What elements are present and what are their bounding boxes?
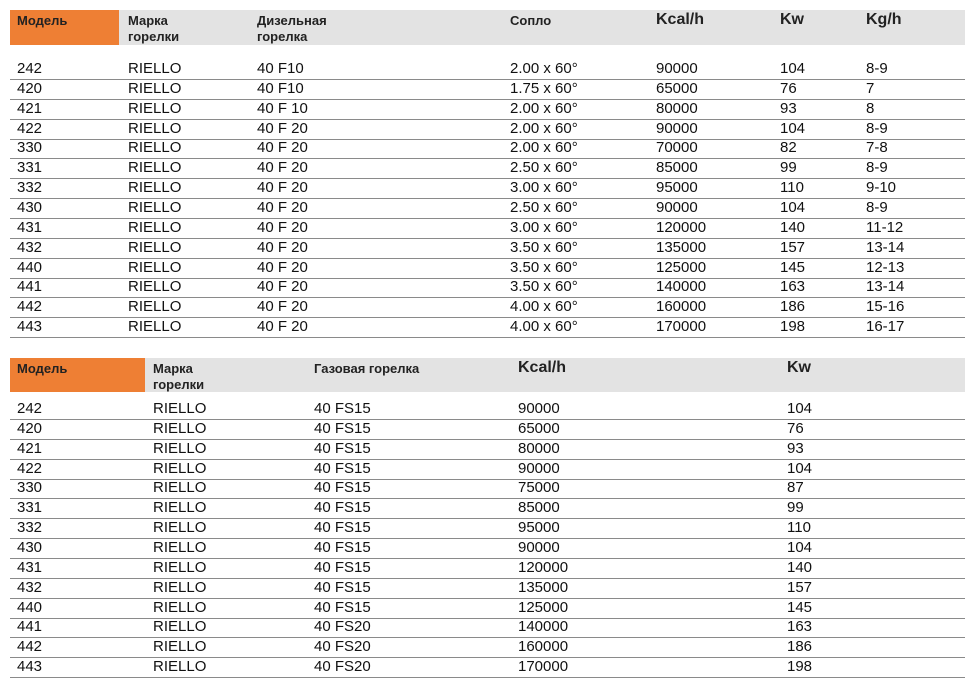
kw-cell: 104 — [787, 459, 813, 477]
kcal-cell: 85000 — [518, 499, 560, 517]
kcal-cell: 140000 — [656, 278, 707, 296]
kw-cell: 145 — [787, 598, 813, 616]
nozzle-cell: 2.00 x 60° — [510, 99, 578, 117]
kw-cell: 140 — [780, 218, 806, 236]
kcal-cell: 120000 — [656, 218, 707, 236]
model-cell: 242 — [17, 60, 43, 77]
brand-cell: RIELLO — [128, 198, 182, 216]
burner-cell: 40 FS15 — [314, 459, 371, 477]
brand-cell: RIELLO — [153, 638, 207, 656]
burner-cell: 40 FS15 — [314, 419, 371, 437]
brand-cell: RIELLO — [128, 278, 182, 296]
kw-cell: 104 — [780, 119, 806, 137]
table-row — [10, 119, 965, 140]
brand-cell: RIELLO — [128, 139, 182, 157]
kw-cell: 93 — [787, 439, 804, 457]
brand-cell: RIELLO — [128, 318, 182, 336]
brand-cell: RIELLO — [153, 400, 207, 417]
burner-cell: 40 FS15 — [314, 439, 371, 457]
kw-cell: 110 — [780, 179, 804, 197]
brand-header: Марка горелки — [128, 13, 180, 44]
kw-header: Kw — [780, 11, 804, 28]
brand-cell: RIELLO — [153, 459, 207, 477]
nozzle-cell: 2.00 x 60° — [510, 60, 578, 77]
burner-cell: 40 FS15 — [314, 558, 371, 576]
model-cell: 431 — [17, 218, 43, 236]
burner-cell: 40 F 20 — [257, 139, 308, 157]
kw-cell: 140 — [787, 558, 813, 576]
kcal-cell: 125000 — [518, 598, 569, 616]
model-cell: 440 — [17, 598, 43, 616]
kg-cell: 15-16 — [866, 298, 905, 316]
burner-cell: 40 FS15 — [314, 519, 371, 537]
kcal-cell: 95000 — [518, 519, 560, 537]
brand-cell: RIELLO — [153, 578, 207, 596]
kg-cell: 9-10 — [866, 179, 897, 197]
table-row — [10, 518, 965, 539]
kg-header: Kg/h — [866, 11, 902, 28]
brand-cell: RIELLO — [153, 618, 207, 636]
burner-cell: 40 F 20 — [257, 119, 308, 137]
table-row — [10, 459, 965, 480]
nozzle-cell: 4.00 x 60° — [510, 298, 578, 316]
kcal-cell: 80000 — [518, 439, 560, 457]
burner-cell: 40 FS15 — [314, 479, 371, 497]
kcal-cell: 90000 — [656, 60, 698, 77]
kw-cell: 104 — [780, 60, 806, 77]
brand-cell: RIELLO — [153, 519, 207, 537]
model-cell: 242 — [17, 400, 43, 417]
kcal-header: Kcal/h — [656, 11, 705, 28]
brand-cell: RIELLO — [153, 499, 207, 517]
brand-cell: RIELLO — [128, 238, 182, 256]
nozzle-header: Сопло — [510, 13, 552, 28]
model-cell: 422 — [17, 459, 43, 477]
model-cell: 432 — [17, 238, 43, 256]
nozzle-cell: 2.00 x 60° — [510, 119, 578, 137]
burner-cell: 40 FS15 — [314, 499, 371, 517]
kw-cell: 104 — [787, 538, 813, 556]
kg-cell: 13-14 — [866, 278, 905, 296]
burner-cell: 40 FS20 — [314, 658, 371, 676]
kcal-cell: 90000 — [518, 538, 560, 556]
table-row — [10, 478, 965, 499]
kw-header: Kw — [787, 359, 811, 376]
burner-cell: 40 F10 — [257, 60, 304, 77]
burner-cell: 40 F 20 — [257, 278, 308, 296]
table-row — [10, 657, 965, 678]
burner-header: Дизельная горелка — [257, 13, 327, 44]
kw-cell: 93 — [780, 99, 797, 117]
model-cell: 422 — [17, 119, 43, 137]
model-cell: 330 — [17, 139, 43, 157]
model-cell: 420 — [17, 419, 43, 437]
nozzle-cell: 3.50 x 60° — [510, 258, 578, 276]
kw-cell: 99 — [780, 159, 797, 177]
burner-cell: 40 F 20 — [257, 159, 308, 177]
model-header: Модель — [17, 13, 68, 28]
brand-cell: RIELLO — [128, 258, 182, 276]
table-row — [10, 578, 965, 599]
kcal-cell: 160000 — [656, 298, 707, 316]
model-cell: 431 — [17, 558, 43, 576]
kg-cell: 16-17 — [866, 318, 905, 336]
table-row — [10, 637, 965, 658]
model-cell: 441 — [17, 618, 43, 636]
nozzle-cell: 3.50 x 60° — [510, 238, 578, 256]
kw-cell: 145 — [780, 258, 806, 276]
kcal-cell: 170000 — [518, 658, 569, 676]
burner-cell: 40 F10 — [257, 79, 304, 97]
nozzle-cell: 3.00 x 60° — [510, 179, 578, 197]
nozzle-cell: 2.50 x 60° — [510, 198, 578, 216]
kw-cell: 99 — [787, 499, 804, 517]
table-row — [10, 558, 965, 579]
table-header — [10, 10, 965, 45]
table-row — [10, 138, 965, 159]
kg-cell: 8-9 — [866, 119, 888, 137]
burner-cell: 40 FS15 — [314, 578, 371, 596]
table-row — [10, 178, 965, 199]
brand-cell: RIELLO — [153, 658, 207, 676]
brand-cell: RIELLO — [153, 479, 207, 497]
table-row — [10, 99, 965, 120]
nozzle-cell: 3.50 x 60° — [510, 278, 578, 296]
model-cell: 331 — [17, 159, 43, 177]
brand-cell: RIELLO — [128, 60, 182, 77]
burner-cell: 40 F 20 — [257, 218, 308, 236]
nozzle-cell: 1.75 x 60° — [510, 79, 578, 97]
burner-cell: 40 F 20 — [257, 318, 308, 336]
kcal-cell: 90000 — [656, 198, 698, 216]
kg-cell: 11-12 — [866, 218, 904, 236]
kcal-cell: 80000 — [656, 99, 698, 117]
kcal-cell: 120000 — [518, 558, 569, 576]
brand-cell: RIELLO — [128, 159, 182, 177]
model-cell: 440 — [17, 258, 43, 276]
model-cell: 420 — [17, 79, 43, 97]
model-cell: 332 — [17, 179, 43, 197]
kcal-cell: 70000 — [656, 139, 698, 157]
model-cell: 332 — [17, 519, 43, 537]
burner-cell: 40 FS20 — [314, 618, 371, 636]
kcal-cell: 65000 — [518, 419, 560, 437]
burner-cell: 40 F 20 — [257, 179, 308, 197]
kw-cell: 157 — [780, 238, 806, 256]
kcal-cell: 125000 — [656, 258, 707, 276]
table-row — [10, 317, 965, 338]
table-row — [10, 158, 965, 179]
table-row — [10, 258, 965, 279]
kcal-cell: 170000 — [656, 318, 707, 336]
kg-cell: 7 — [866, 79, 875, 97]
burner-cell: 40 F 10 — [257, 99, 308, 117]
model-header: Модель — [17, 361, 68, 376]
burner-header: Газовая горелка — [314, 361, 420, 376]
kcal-cell: 140000 — [518, 618, 569, 636]
nozzle-cell: 4.00 x 60° — [510, 318, 578, 336]
kw-cell: 186 — [780, 298, 806, 316]
brand-cell: RIELLO — [153, 598, 207, 616]
nozzle-cell: 3.00 x 60° — [510, 218, 578, 236]
kcal-header: Kcal/h — [518, 359, 567, 376]
brand-cell: RIELLO — [153, 558, 207, 576]
burner-cell: 40 F 20 — [257, 198, 308, 216]
brand-cell: RIELLO — [128, 119, 182, 137]
kg-cell: 7-8 — [866, 139, 888, 157]
model-header-cell — [10, 10, 119, 45]
burner-cell: 40 FS15 — [314, 598, 371, 616]
table-row — [10, 79, 965, 100]
kg-cell: 8 — [866, 99, 875, 117]
kcal-cell: 135000 — [656, 238, 707, 256]
kg-cell: 13-14 — [866, 238, 905, 256]
model-cell: 430 — [17, 538, 43, 556]
model-cell: 421 — [17, 99, 43, 117]
brand-cell: RIELLO — [128, 99, 182, 117]
kw-cell: 104 — [787, 400, 813, 417]
kw-cell: 76 — [780, 79, 797, 97]
table-header — [10, 358, 965, 392]
kcal-cell: 65000 — [656, 79, 698, 97]
table-row — [10, 439, 965, 460]
nozzle-cell: 2.00 x 60° — [510, 139, 578, 157]
kw-cell: 163 — [780, 278, 806, 296]
table-row — [10, 538, 965, 559]
brand-cell: RIELLO — [153, 419, 207, 437]
table-row — [10, 218, 965, 239]
brand-cell: RIELLO — [128, 298, 182, 316]
kcal-cell: 95000 — [656, 179, 698, 197]
kcal-cell: 160000 — [518, 638, 569, 656]
brand-cell: RIELLO — [128, 179, 182, 197]
kw-cell: 163 — [787, 618, 813, 636]
table-row — [10, 297, 965, 318]
table-row — [10, 238, 965, 259]
kw-cell: 76 — [787, 419, 804, 437]
table-row — [10, 198, 965, 219]
brand-header: Марка горелки — [153, 361, 205, 392]
kw-cell: 198 — [780, 318, 806, 336]
burner-cell: 40 FS20 — [314, 638, 371, 656]
kw-cell: 82 — [780, 139, 797, 157]
table-row — [10, 498, 965, 519]
kg-cell: 8-9 — [866, 159, 888, 177]
kw-cell: 110 — [787, 519, 811, 537]
brand-cell: RIELLO — [153, 538, 207, 556]
nozzle-cell: 2.50 x 60° — [510, 159, 578, 177]
kcal-cell: 85000 — [656, 159, 698, 177]
brand-cell: RIELLO — [128, 79, 182, 97]
burner-cell: 40 F 20 — [257, 238, 308, 256]
kcal-cell: 90000 — [518, 459, 560, 477]
table-row — [10, 598, 965, 619]
table-row — [10, 399, 965, 420]
kcal-cell: 135000 — [518, 578, 569, 596]
burner-cell: 40 FS15 — [314, 400, 371, 417]
model-cell: 441 — [17, 278, 43, 296]
model-cell: 421 — [17, 439, 43, 457]
brand-cell: RIELLO — [128, 218, 182, 236]
model-header-cell — [10, 358, 145, 392]
model-cell: 443 — [17, 658, 43, 676]
kw-cell: 87 — [787, 479, 804, 497]
model-cell: 330 — [17, 479, 43, 497]
table-row — [10, 419, 965, 440]
table-row — [10, 59, 965, 80]
model-cell: 442 — [17, 298, 43, 316]
table-row — [10, 277, 965, 298]
kcal-cell: 90000 — [518, 400, 560, 417]
kg-cell: 8-9 — [866, 198, 888, 216]
burner-cell: 40 F 20 — [257, 258, 308, 276]
model-cell: 430 — [17, 198, 43, 216]
kcal-cell: 75000 — [518, 479, 560, 497]
kw-cell: 186 — [787, 638, 813, 656]
burner-cell: 40 FS15 — [314, 538, 371, 556]
kw-cell: 104 — [780, 198, 806, 216]
kw-cell: 157 — [787, 578, 813, 596]
model-cell: 442 — [17, 638, 43, 656]
model-cell: 443 — [17, 318, 43, 336]
kcal-cell: 90000 — [656, 119, 698, 137]
model-cell: 432 — [17, 578, 43, 596]
burner-cell: 40 F 20 — [257, 298, 308, 316]
kg-cell: 12-13 — [866, 258, 905, 276]
table-row — [10, 617, 965, 638]
model-cell: 331 — [17, 499, 43, 517]
brand-cell: RIELLO — [153, 439, 207, 457]
kg-cell: 8-9 — [866, 60, 888, 77]
kw-cell: 198 — [787, 658, 813, 676]
